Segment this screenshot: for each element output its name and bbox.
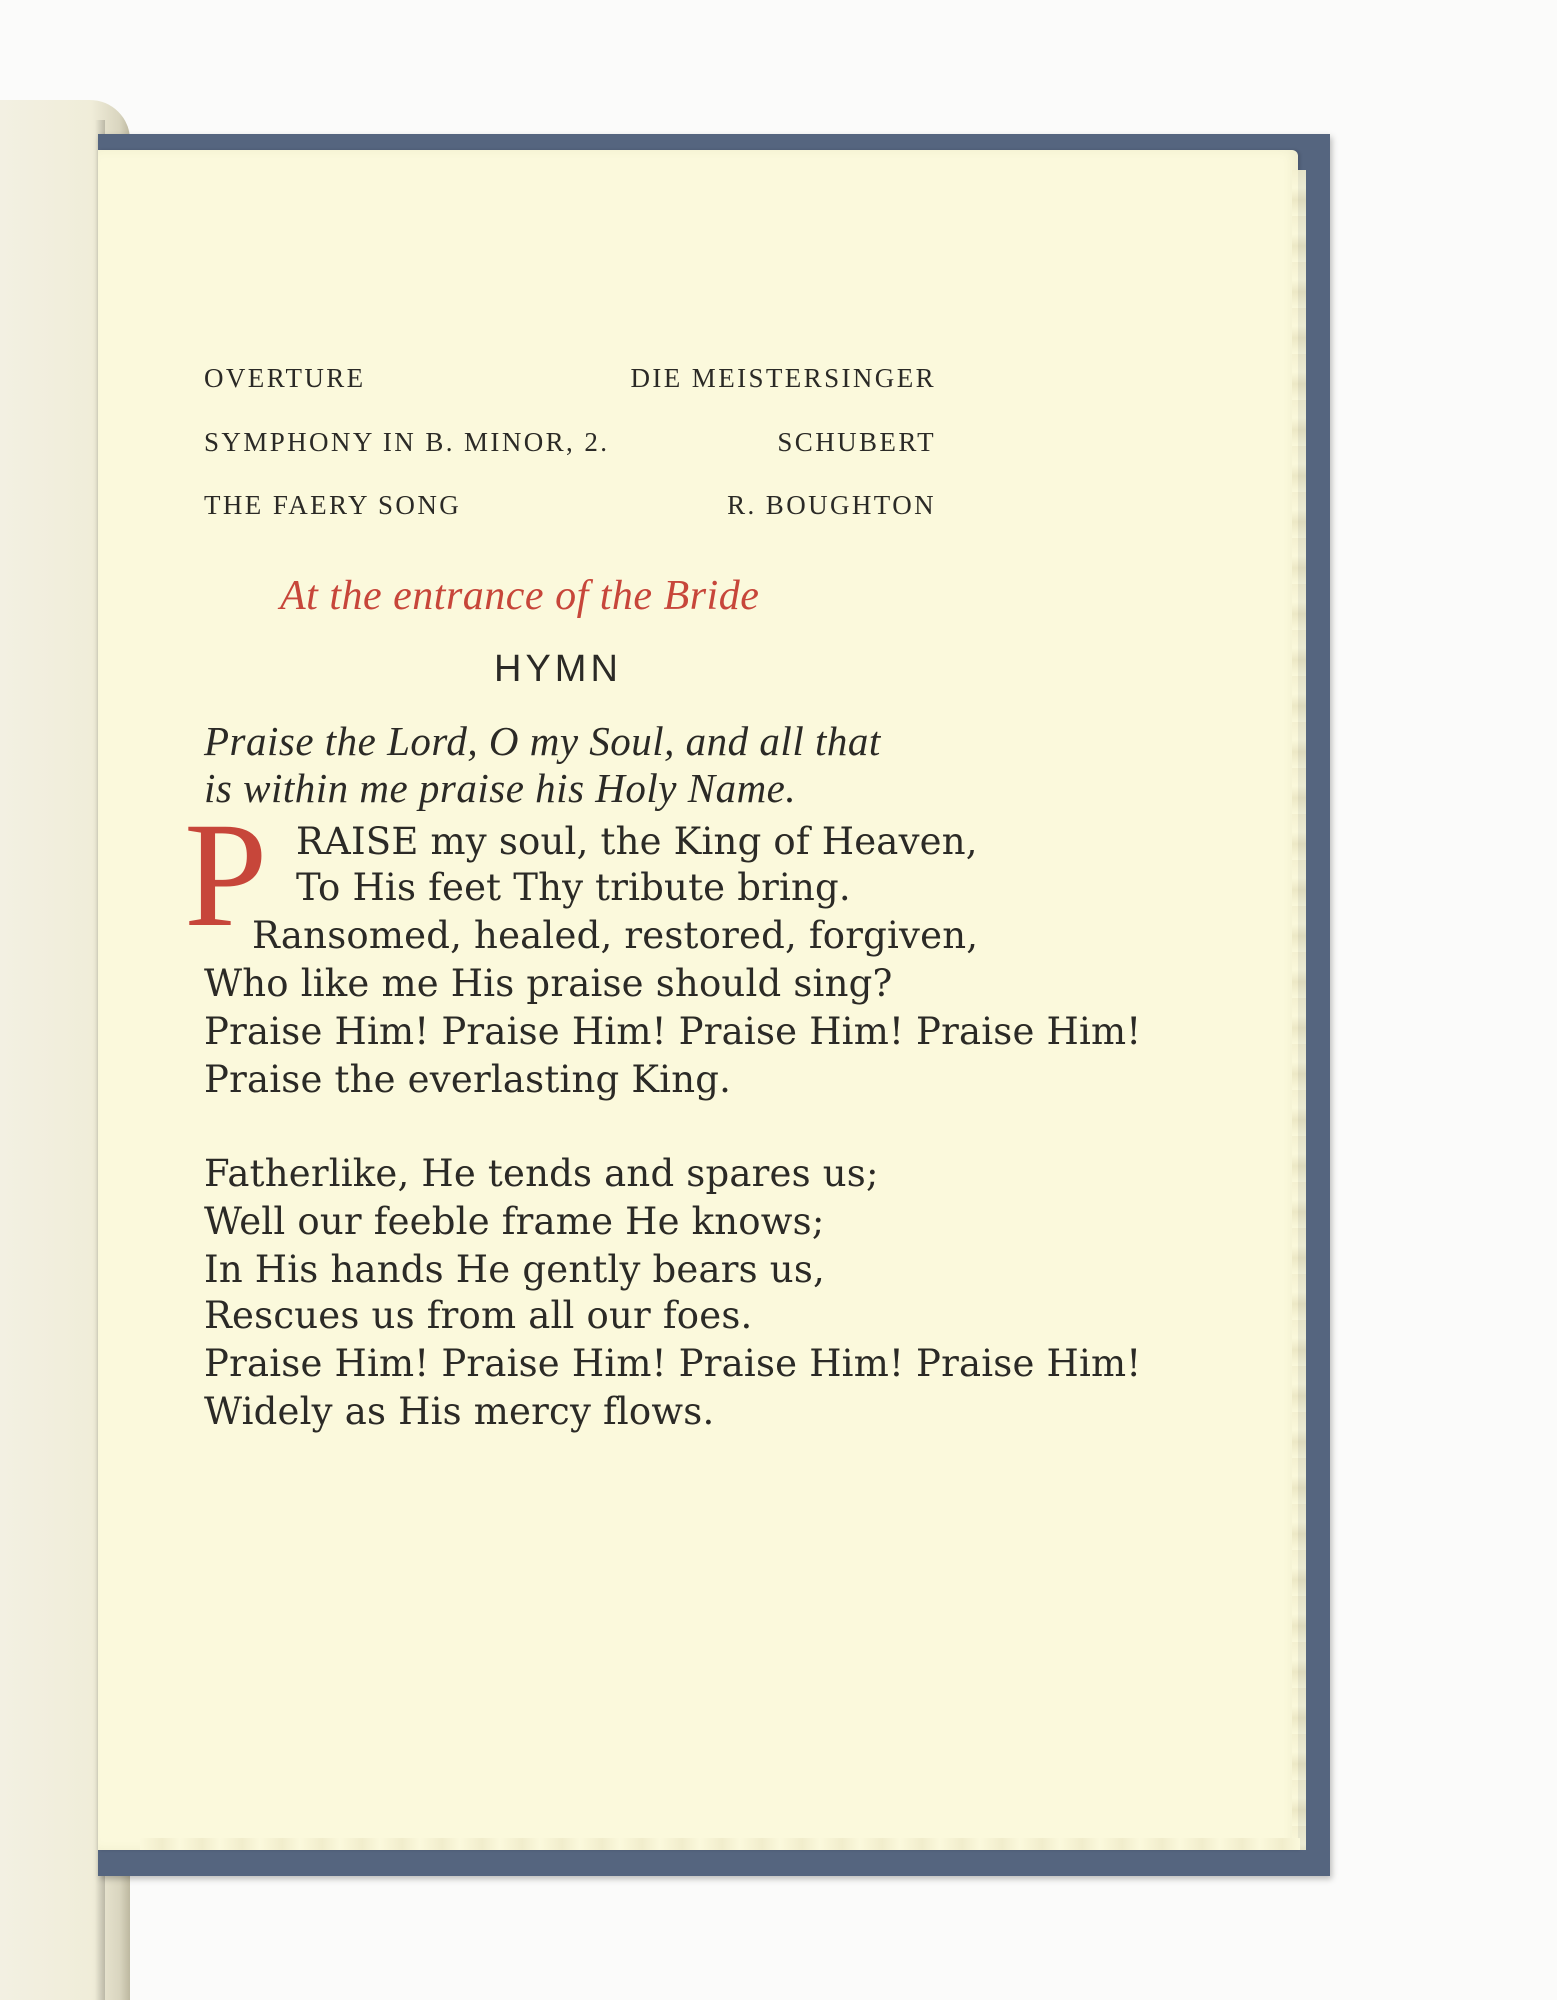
verse-line: Praise Him! Praise Him! Praise Him! Praise Him! — [204, 1342, 1142, 1385]
program-row — [204, 490, 936, 524]
verse-line: Widely as His mercy flows. — [204, 1390, 715, 1433]
verse-line: Ransomed, healed, restored, forgiven, — [252, 914, 979, 957]
verse-line: In His hands He gently bears us, — [204, 1248, 825, 1291]
drop-cap: P — [184, 792, 268, 958]
verse-line: Fatherlike, He tends and spares us; — [204, 1152, 879, 1195]
verse-line: Rescues us from all our foes. — [204, 1294, 753, 1337]
deckle-edge-bottom — [140, 1838, 1300, 1850]
italic-line: Praise the Lord, O my Soul, and all that — [204, 718, 881, 764]
verse-line: Praise the everlasting King. — [204, 1058, 732, 1101]
program-composer: R. BOUGHTON — [727, 490, 936, 520]
program-composer: SCHUBERT — [777, 427, 936, 457]
verse-line: Praise Him! Praise Him! Praise Him! Praise Him! — [204, 1010, 1142, 1053]
verse-line: To His feet Thy tribute bring. — [296, 866, 851, 909]
deckle-edge-right — [1292, 170, 1306, 1850]
section-heading: At the entrance of the Bride — [280, 573, 760, 619]
hymn-title: HYMN — [494, 648, 622, 690]
verse-line: Who like me His praise should sing? — [204, 962, 893, 1005]
italic-line: is within me praise his Holy Name. — [204, 765, 797, 811]
verse-line: Well our feeble frame He knows; — [204, 1200, 825, 1243]
program-piece: SYMPHONY IN B. MINOR, 2. — [204, 427, 610, 457]
program-composer: DIE MEISTERSINGER — [630, 363, 936, 393]
program-piece: OVERTURE — [204, 363, 366, 393]
program-row — [204, 427, 936, 461]
program-row — [204, 363, 936, 397]
verse-line: RAISE my soul, the King of Heaven, — [296, 820, 978, 863]
program-piece: THE FAERY SONG — [204, 490, 462, 520]
